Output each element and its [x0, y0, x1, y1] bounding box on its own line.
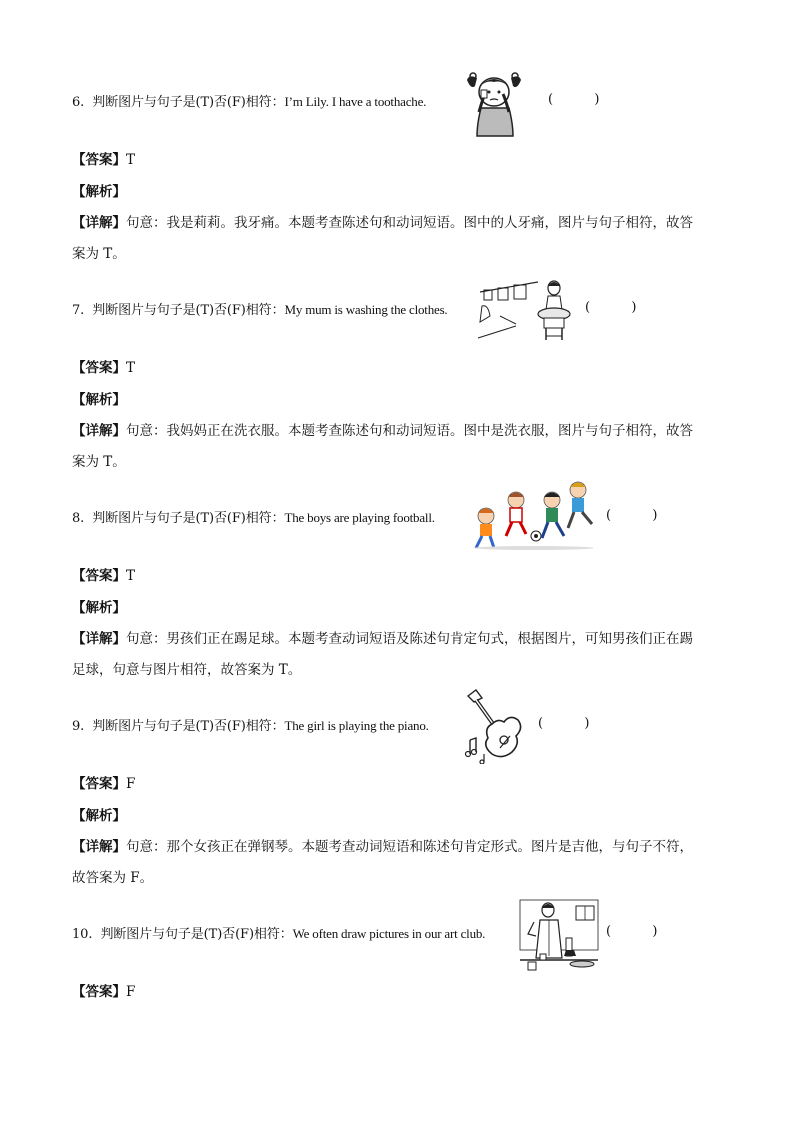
question-6 — [72, 92, 426, 113]
analysis-label: 【解析】 — [72, 808, 126, 824]
science-lab-icon — [518, 898, 600, 972]
guitar-icon — [462, 688, 528, 764]
answer-value: T — [126, 152, 136, 168]
detail-label: 【详解】 — [72, 839, 126, 855]
question-number: 7. — [72, 303, 85, 318]
answer-value: T — [126, 568, 136, 584]
question-sentence: The girl is playing the piano. — [284, 718, 429, 733]
answer-label: 【答案】 — [72, 568, 126, 584]
detail-text-cont: 案为 T。 — [72, 246, 126, 262]
answer-value: F — [126, 776, 136, 792]
detail-text: 句意：那个女孩正在弹钢琴。本题考查动词短语和陈述句肯定形式。图片是吉他，与句子不符， — [126, 839, 693, 855]
girl-toothache-icon — [463, 68, 525, 138]
answer-row — [72, 982, 135, 1002]
washing-clothes-icon — [476, 276, 572, 344]
question-sentence: We often draw pictures in our art club. — [292, 926, 486, 941]
answer-value: T — [126, 360, 136, 376]
answer-blank: ( ) — [606, 508, 658, 523]
detail-text-cont: 故答案为 F。 — [72, 870, 154, 886]
question-sentence: I’m Lily. I have a toothache. — [284, 94, 427, 109]
question-number: 8. — [72, 511, 85, 526]
analysis-label: 【解析】 — [72, 184, 126, 200]
detail-text-cont: 足球，句意与图片相符，故答案为 T。 — [72, 662, 302, 678]
answer-blank: ( ) — [606, 924, 658, 939]
answer-label: 【答案】 — [72, 984, 126, 1000]
boys-football-icon — [464, 478, 604, 552]
detail-row — [72, 837, 693, 857]
answer-label: 【答案】 — [72, 152, 126, 168]
analysis-label: 【解析】 — [72, 600, 126, 616]
analysis-label: 【解析】 — [72, 392, 126, 408]
question-9 — [72, 716, 429, 737]
question-stem: 判断图片与句子是(T)否(F)相符： — [92, 95, 285, 110]
answer-value: F — [126, 984, 136, 1000]
detail-text: 句意：男孩们正在踢足球。本题考查动词短语及陈述句肯定句式，根据图片，可知男孩们正在踢 — [126, 631, 693, 647]
detail-label: 【详解】 — [72, 215, 126, 231]
question-stem: 判断图片与句子是(T)否(F)相符： — [92, 303, 285, 318]
question-7 — [72, 300, 447, 321]
question-number: 9. — [72, 719, 85, 734]
question-number: 10. — [72, 927, 93, 942]
answer-row — [72, 358, 135, 378]
detail-text: 句意：我妈妈正在洗衣服。本题考查陈述句和动词短语。图中是洗衣服，图片与句子相符，故答 — [126, 423, 693, 439]
question-stem: 判断图片与句子是(T)否(F)相符： — [92, 719, 285, 734]
detail-label: 【详解】 — [72, 631, 126, 647]
answer-row — [72, 150, 135, 170]
question-10 — [72, 924, 485, 945]
question-sentence: The boys are playing football. — [284, 510, 435, 525]
detail-row — [72, 629, 693, 649]
answer-blank: ( ) — [585, 300, 637, 315]
question-8 — [72, 508, 435, 529]
answer-label: 【答案】 — [72, 776, 126, 792]
detail-label: 【详解】 — [72, 423, 126, 439]
question-stem: 判断图片与句子是(T)否(F)相符： — [100, 927, 293, 942]
question-number: 6. — [72, 95, 85, 110]
answer-blank: ( ) — [548, 92, 600, 107]
detail-text: 句意：我是莉莉。我牙痛。本题考查陈述句和动词短语。图中的人牙痛，图片与句子相符，故答 — [126, 215, 693, 231]
question-stem: 判断图片与句子是(T)否(F)相符： — [92, 511, 285, 526]
answer-label: 【答案】 — [72, 360, 126, 376]
answer-row — [72, 566, 135, 586]
detail-row — [72, 213, 693, 233]
detail-row — [72, 421, 693, 441]
answer-row — [72, 774, 135, 794]
answer-blank: ( ) — [538, 716, 590, 731]
question-sentence: My mum is washing the clothes. — [284, 302, 448, 317]
detail-text-cont: 案为 T。 — [72, 454, 126, 470]
